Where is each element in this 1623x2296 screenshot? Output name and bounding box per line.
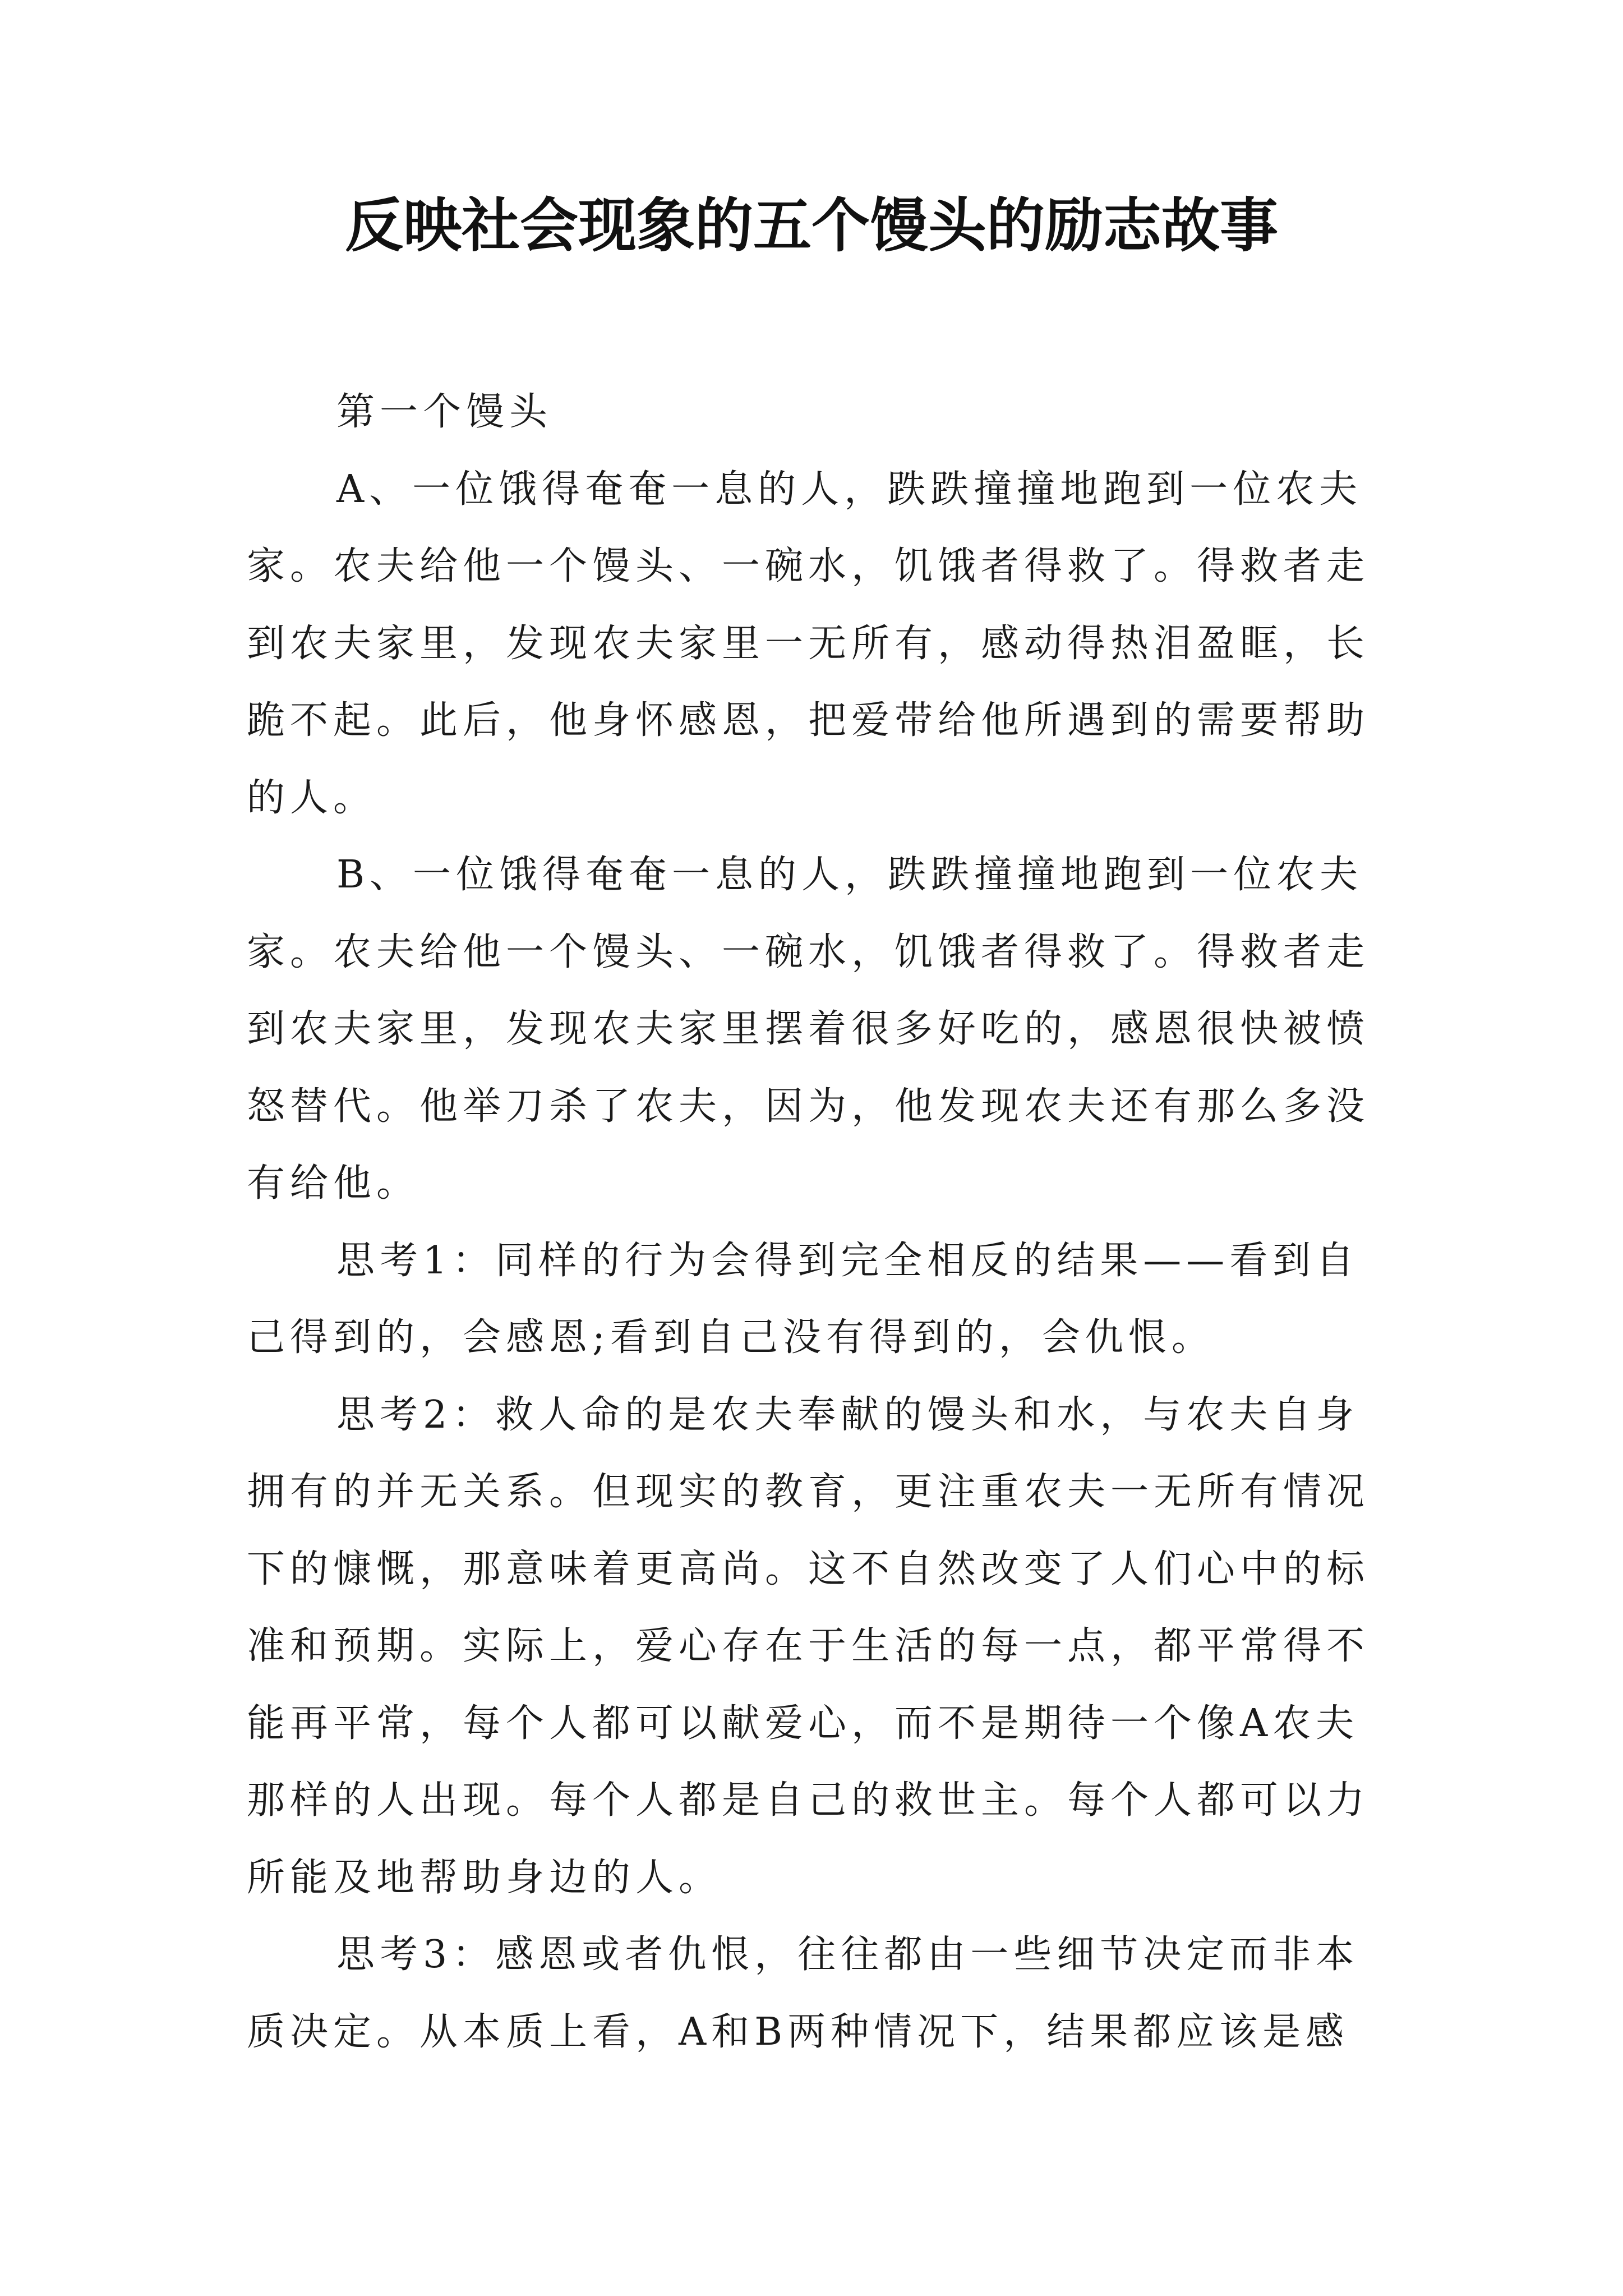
- paragraph-thought-1: 思考1：同样的行为会得到完全相反的结果——看到自己得到的，会感恩;看到自己没有得到的，会仇恨。: [247, 1238, 1359, 1360]
- paragraph-thought-2: 思考2：救人命的是农夫奉献的馒头和水，与农夫自身拥有的并无关系。但现实的教育，更注重农夫一无所有情况下的慷慨，那意味着更高尚。这不自然改变了人们心中的标准和预期。实际上，爱心存在于生活的每一点，都平常得不能再平常，每个人都可以献爱心，而不是期待一个像A农夫那样的人出现。每个人都是自己的救世主。每个人都可以力所能及地帮助身边的人。: [247, 1392, 1370, 1900]
- paragraph-b: B、一位饿得奄奄一息的人，跌跌撞撞地跑到一位农夫家。农夫给他一个馒头、一碗水，饥饿者得救了。得救者走到农夫家里，发现农夫家里摆着很多好吃的，感恩很快被愤怒替代。他举刀杀了农夫，因为，他发现农夫还有那么多没有给他。: [247, 853, 1370, 1205]
- document-title: 反映社会现象的五个馒头的励志故事: [344, 191, 1278, 260]
- document-body: [247, 374, 1384, 2070]
- section-heading: 第一个馒头: [336, 390, 553, 434]
- paragraph-a: A、一位饿得奄奄一息的人，跌跌撞撞地跑到一位农夫家。农夫给他一个馒头、一碗水，饥饿者得救了。得救者走到农夫家里，发现农夫家里一无所有，感动得热泪盈眶，长跪不起。此后，他身怀感恩，把爱带给他所遇到的需要帮助的人。: [247, 467, 1370, 820]
- paragraph-thought-3: 思考3：感恩或者仇恨，往往都由一些细节决定而非本质决定。从本质上看，A和B两种情况下，结果都应该是感: [247, 1932, 1359, 2054]
